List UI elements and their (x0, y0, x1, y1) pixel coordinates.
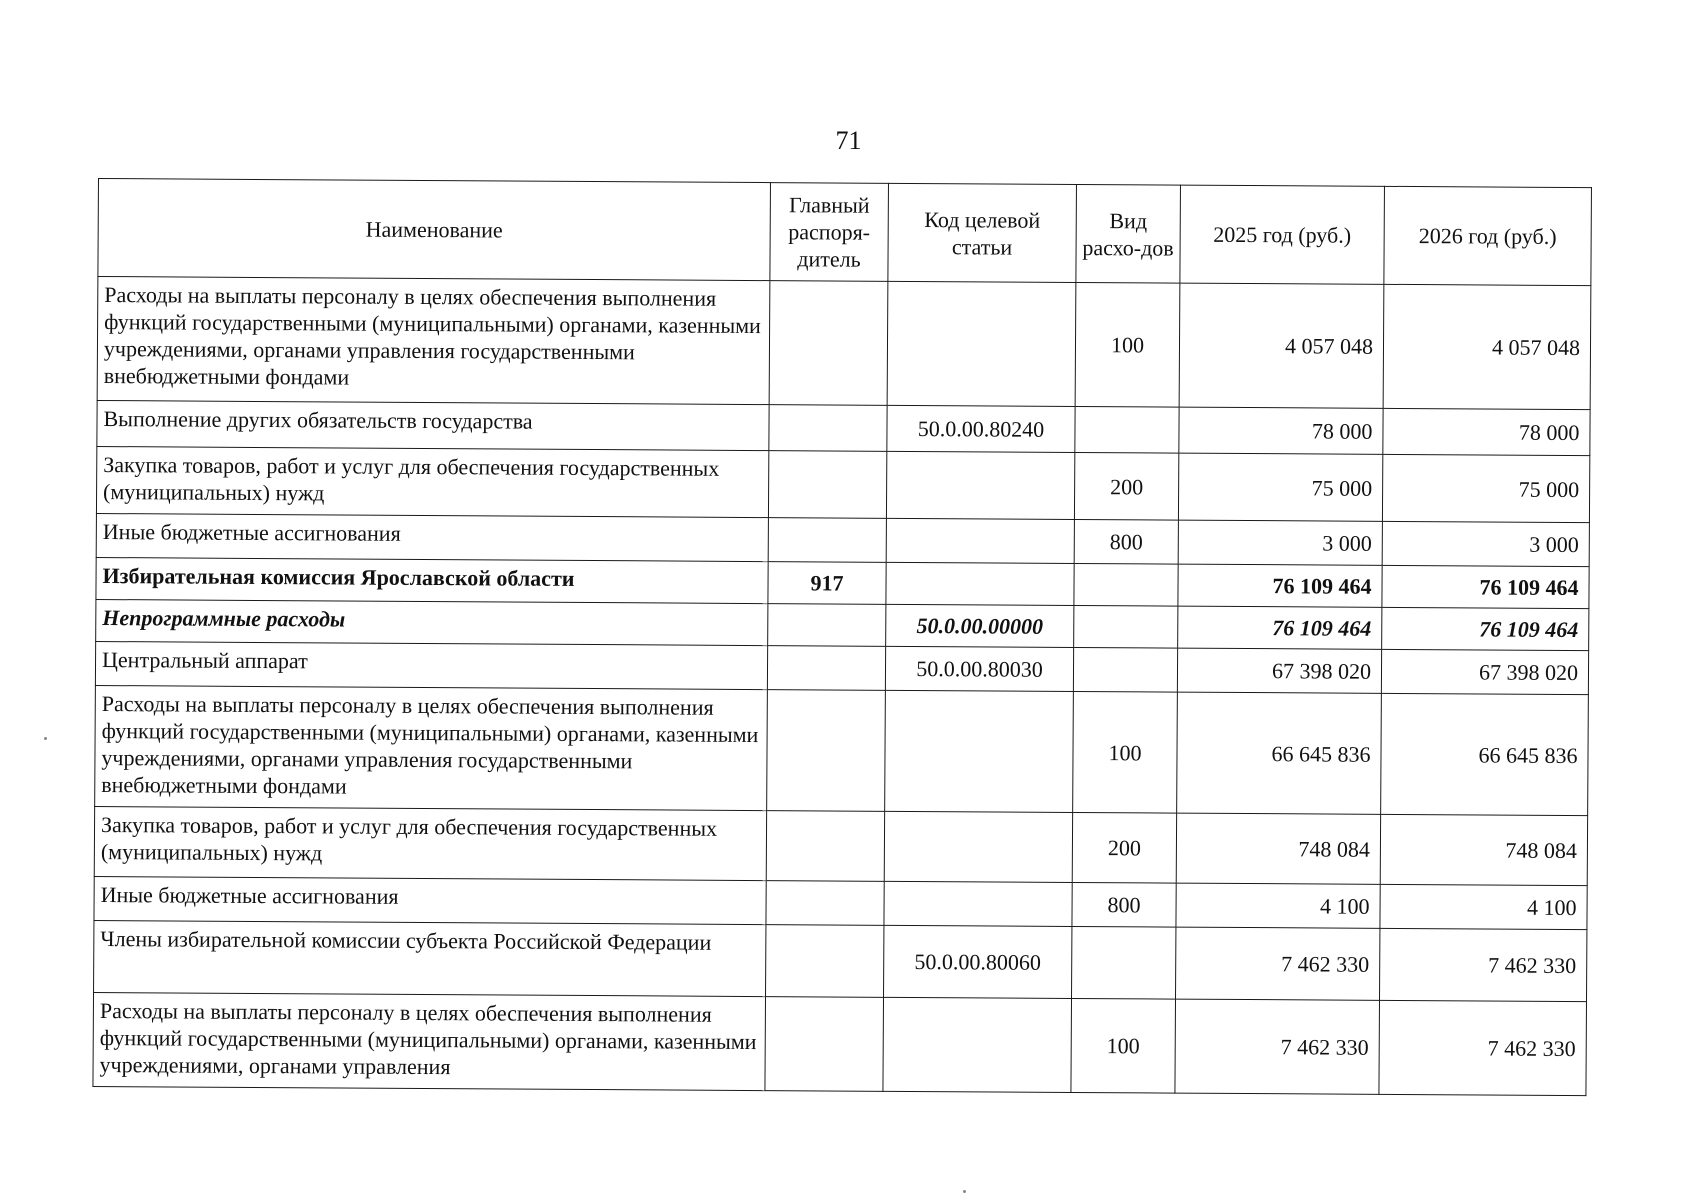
row-amount-2025: 76 109 464 (1178, 564, 1382, 607)
row-name: Закупка товаров, работ и услуг для обеспечения государственных (муниципальных) нужд (94, 806, 766, 880)
row-amount-2025: 7 462 330 (1175, 999, 1380, 1094)
row-code (886, 518, 1074, 563)
row-amount-2025: 3 000 (1178, 520, 1382, 565)
table-row (95, 685, 1589, 815)
page-number: 71 (835, 126, 862, 155)
header-2025: 2025 год (руб.) (1180, 185, 1385, 284)
row-name: Закупка товаров, работ и услуг для обеспечения государственных (муниципальных) нужд (96, 446, 768, 517)
row-amount-2025: 76 109 464 (1178, 606, 1382, 649)
row-amount-2025: 4 100 (1176, 883, 1380, 928)
row-amount-2026: 67 398 020 (1381, 649, 1588, 694)
scan-speck (963, 1190, 966, 1193)
row-amount-2026: 748 084 (1380, 814, 1587, 885)
row-manager (766, 925, 884, 998)
row-type (1074, 563, 1178, 606)
row-amount-2025: 67 398 020 (1177, 648, 1381, 693)
row-code (883, 997, 1072, 1092)
row-code: 50.0.00.00000 (886, 604, 1074, 647)
row-code: 50.0.00.80060 (884, 925, 1072, 998)
row-name: Центральный аппарат (95, 641, 767, 689)
row-amount-2026: 7 462 330 (1379, 1000, 1587, 1095)
row-name: Выполнение других обязательств государства (97, 400, 769, 450)
row-code (884, 881, 1072, 926)
row-name: Иные бюджетные ассигнования (94, 876, 766, 924)
table-row (96, 446, 1589, 522)
table-row (94, 806, 1587, 885)
table-row (94, 920, 1587, 1001)
row-manager (767, 646, 885, 691)
row-code (885, 690, 1074, 812)
header-type: Вид расхо-дов (1076, 184, 1181, 283)
row-name: Иные бюджетные ассигнования (96, 513, 768, 561)
row-code: 50.0.00.80240 (887, 405, 1075, 452)
row-amount-2025: 7 462 330 (1176, 927, 1380, 1000)
row-manager (768, 518, 886, 563)
scan-speck (44, 737, 47, 740)
row-code (887, 281, 1076, 406)
row-type (1074, 605, 1178, 648)
row-manager (768, 604, 886, 647)
row-code (886, 451, 1074, 519)
row-amount-2025: 66 645 836 (1177, 692, 1382, 814)
row-amount-2026: 76 109 464 (1382, 565, 1589, 608)
row-amount-2026: 78 000 (1383, 408, 1590, 455)
budget-table (92, 178, 1592, 1096)
row-amount-2026: 3 000 (1382, 521, 1589, 566)
row-amount-2025: 78 000 (1179, 407, 1383, 454)
row-code (886, 562, 1074, 605)
header-code: Код целевой статьи (888, 183, 1077, 282)
row-amount-2026: 7 462 330 (1380, 928, 1587, 1001)
row-amount-2026: 76 109 464 (1382, 607, 1589, 650)
row-manager (766, 811, 884, 882)
row-type: 800 (1074, 519, 1178, 564)
row-type (1072, 926, 1176, 999)
row-type: 800 (1072, 882, 1176, 927)
row-amount-2025: 748 084 (1176, 813, 1380, 884)
row-amount-2026: 4 057 048 (1383, 284, 1591, 409)
table-body (93, 277, 1591, 1096)
row-name: Расходы на выплаты персоналу в целях обеспечения выполнения функций государственными (муниципальными) органами, казенными учреждениями, органами управления государственными внебюджетными фондами (95, 685, 768, 810)
row-type: 200 (1072, 812, 1176, 883)
table-row (97, 277, 1591, 410)
row-manager (769, 281, 888, 406)
header-manager: Главный распоря-дитель (770, 183, 889, 282)
row-code: 50.0.00.80030 (885, 646, 1073, 691)
row-code (884, 811, 1072, 882)
row-type: 200 (1074, 452, 1178, 520)
row-type (1075, 406, 1179, 453)
row-name: Непрограммные расходы (96, 599, 768, 645)
row-amount-2025: 75 000 (1178, 453, 1382, 521)
table-row (93, 992, 1587, 1095)
row-amount-2026: 66 645 836 (1381, 693, 1589, 815)
row-manager: 917 (768, 562, 886, 605)
row-manager (765, 997, 884, 1092)
row-manager (768, 451, 886, 519)
row-type: 100 (1071, 998, 1176, 1093)
header-row (98, 179, 1592, 286)
header-name: Наименование (98, 179, 771, 281)
row-name: Расходы на выплаты персоналу в целях обеспечения выполнения функций государственными (муниципальными) органами, казенными учреждениями, органами управления (93, 992, 766, 1090)
row-type (1073, 647, 1177, 692)
row-type: 100 (1073, 691, 1178, 813)
row-amount-2025: 4 057 048 (1179, 283, 1384, 408)
row-amount-2026: 4 100 (1380, 884, 1587, 929)
row-manager (766, 881, 884, 926)
row-name: Расходы на выплаты персоналу в целях обеспечения выполнения функций государственными (муниципальными) органами, казенными учреждениями, органами управления государственными внебюджетными фондами (97, 277, 770, 405)
row-name: Избирательная комиссия Ярославской области (96, 557, 768, 603)
row-manager (769, 405, 887, 452)
row-amount-2026: 75 000 (1382, 454, 1589, 522)
row-type: 100 (1075, 282, 1180, 407)
row-manager (767, 690, 886, 812)
row-name: Члены избирательной комиссии субъекта Российской Федерации (94, 920, 766, 996)
header-2026: 2026 год (руб.) (1384, 186, 1592, 285)
